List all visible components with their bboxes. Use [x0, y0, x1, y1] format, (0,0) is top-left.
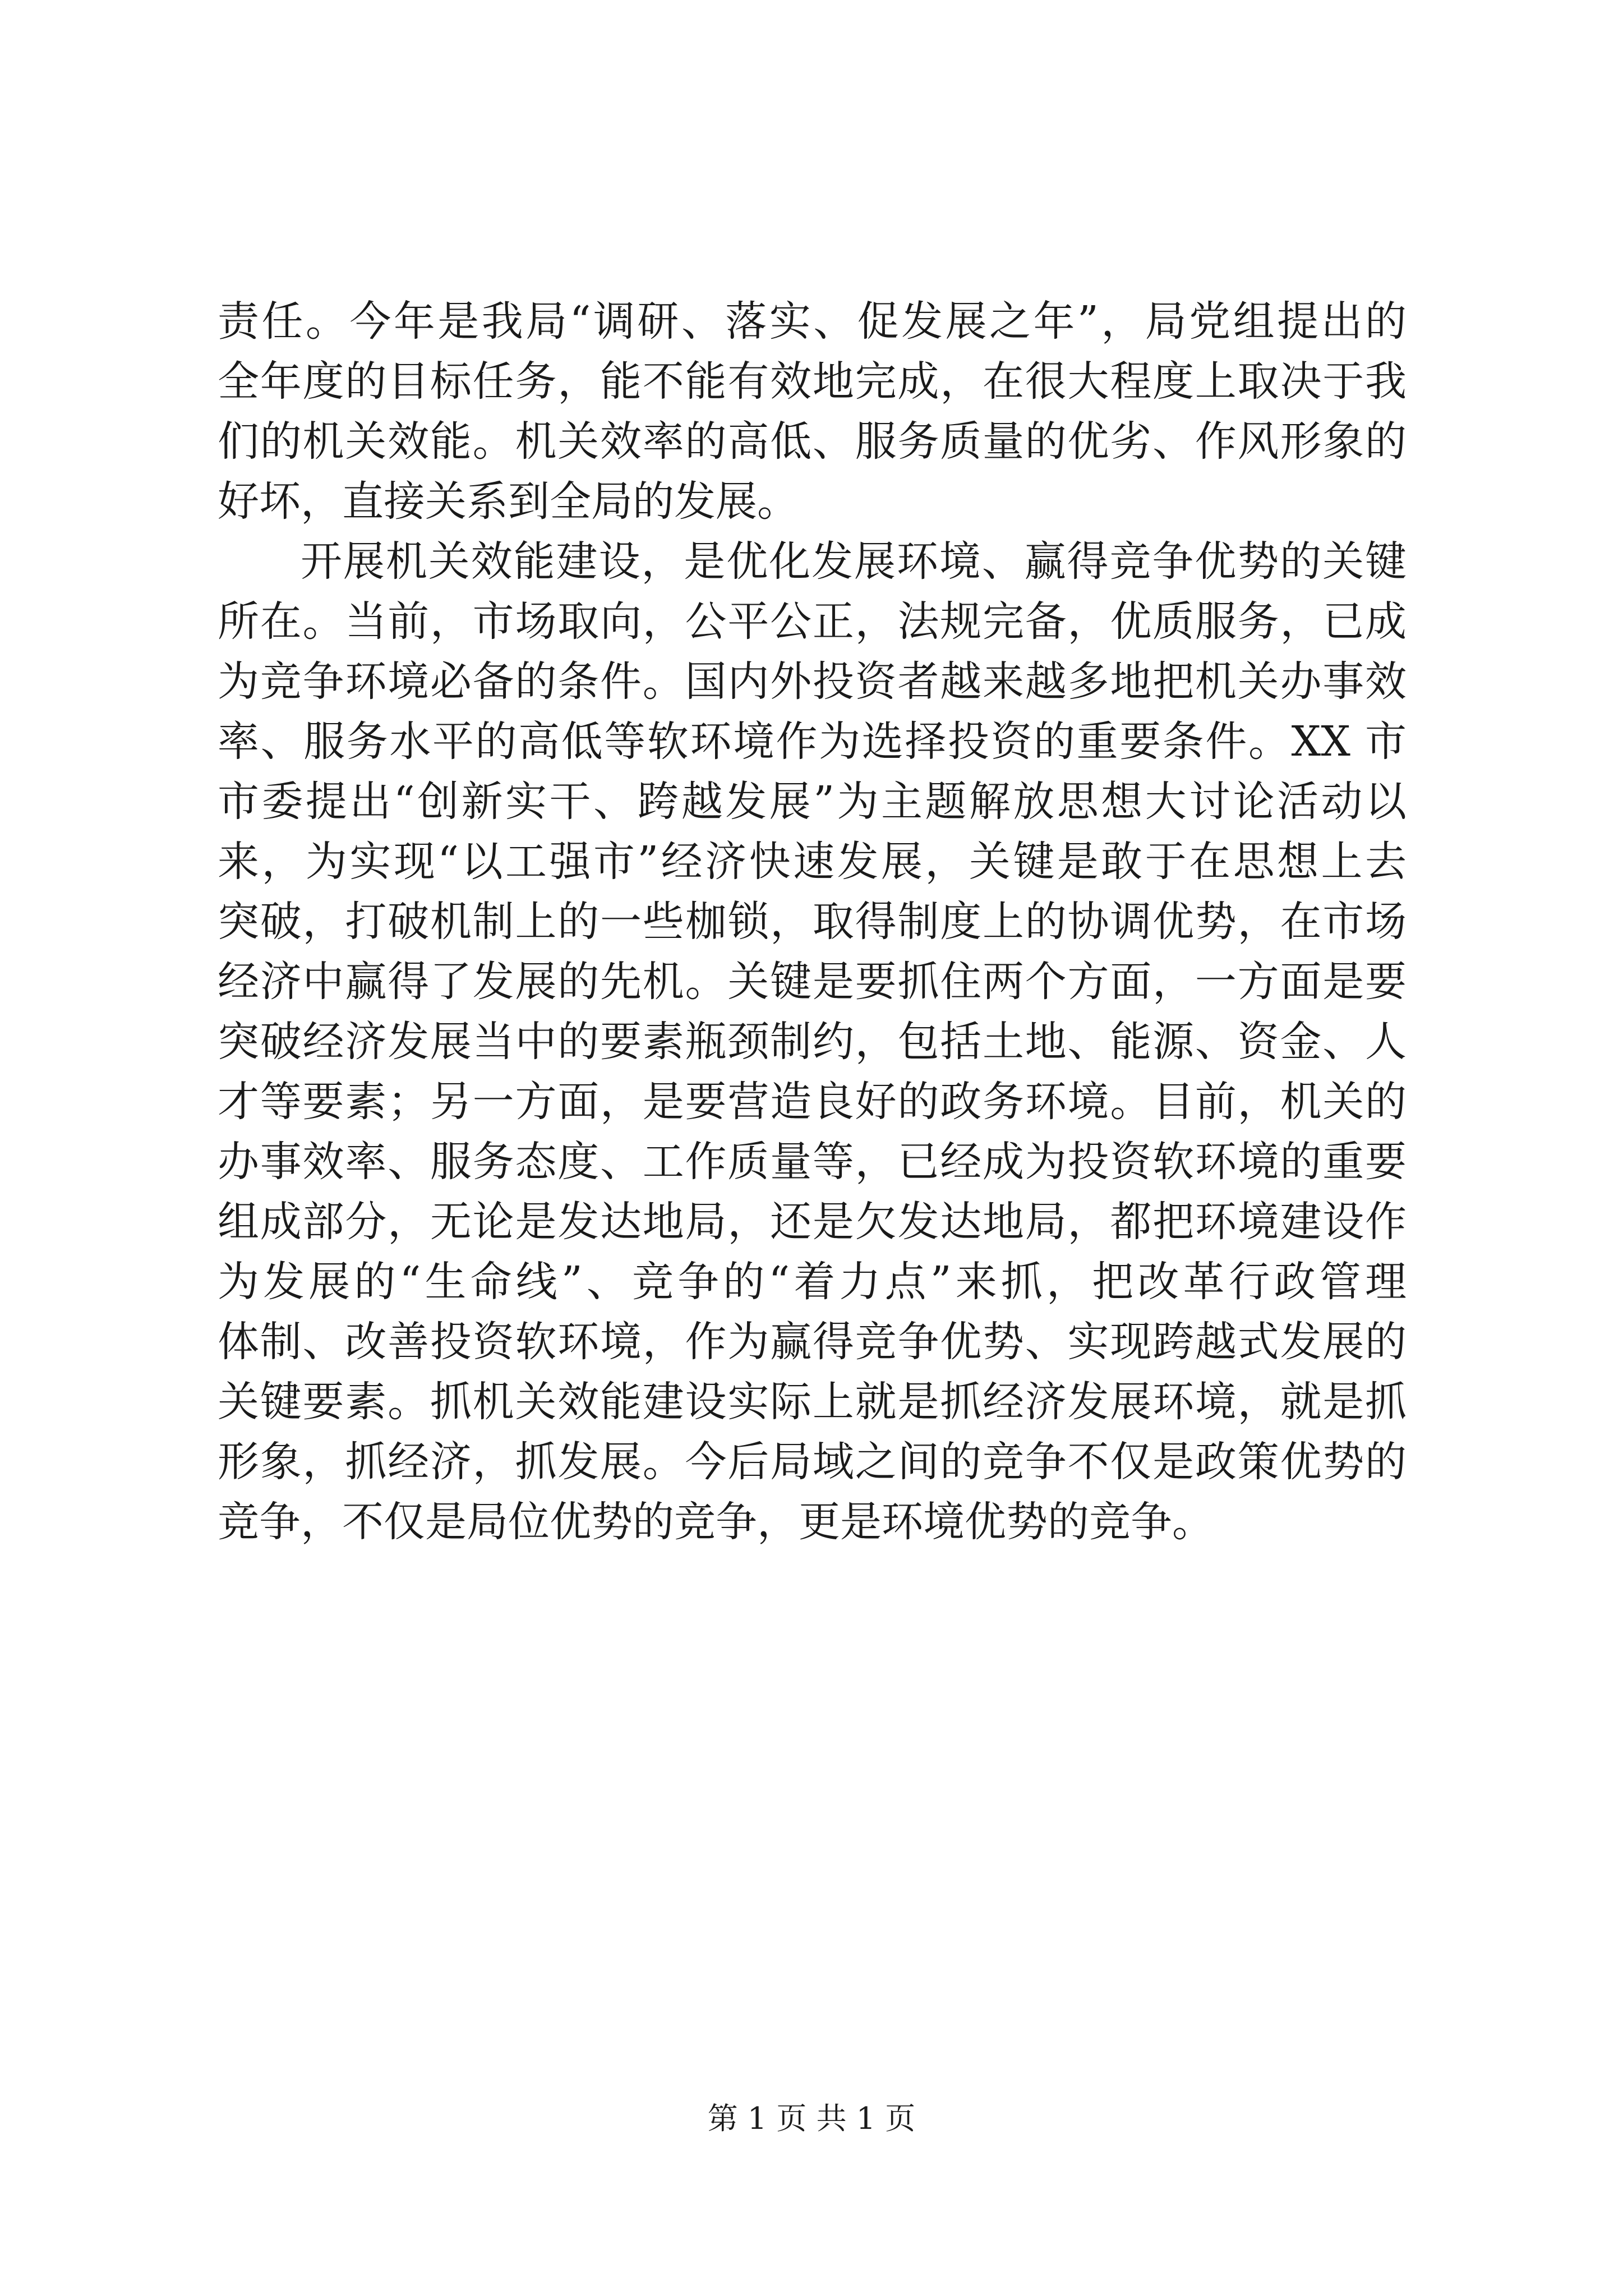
- text-line: 竞争，不仅是局位优势的竞争，更是环境优势的竞争。: [218, 1498, 1214, 1546]
- text-line: 关键要素。抓机关效能建设实际上就是抓经济发展环境，就是抓: [218, 1378, 1407, 1426]
- text-line: 为竞争环境必备的条件。国内外投资者越来越多地把机关办事效: [218, 657, 1407, 706]
- text-line: 开展机关效能建设，是优化发展环境、赢得竞争优势的关键: [301, 537, 1407, 586]
- paragraph-1: [218, 292, 1407, 532]
- text-line: 市委提出“创新实干、跨越发展”为主题解放思想大讨论活动以: [218, 777, 1407, 826]
- text-line: 体制、改善投资软环境，作为赢得竞争优势、实现跨越式发展的: [218, 1318, 1407, 1366]
- text-line: 们的机关效能。机关效率的高低、服务质量的优劣、作风形象的: [218, 417, 1407, 466]
- text-line: 形象，抓经济，抓发展。今后局域之间的竞争不仅是政策优势的: [218, 1438, 1407, 1486]
- text-line: 组成部分，无论是发达地局，还是欠发达地局，都把环境建设作: [218, 1198, 1407, 1246]
- text-line: 责任。今年是我局“调研、落实、促发展之年”，局党组提出的: [218, 297, 1407, 346]
- text-line: 办事效率、服务态度、工作质量等，已经成为投资软环境的重要: [218, 1138, 1407, 1186]
- text-line: 来，为实现“以工强市”经济快速发展，关键是敢于在思想上去: [218, 838, 1407, 886]
- text-line: 所在。当前，市场取向，公平公正，法规完备，优质服务，已成: [218, 597, 1407, 646]
- text-line: 经济中赢得了发展的先机。关键是要抓住两个方面，一方面是要: [218, 958, 1407, 1006]
- page-number-footer: 第 1 页 共 1 页: [707, 2101, 916, 2136]
- text-line: 全年度的目标任务，能不能有效地完成，在很大程度上取决于我: [218, 357, 1407, 406]
- document-body: [218, 292, 1407, 1552]
- text-line: 才等要素；另一方面，是要营造良好的政务环境。目前，机关的: [218, 1078, 1407, 1126]
- text-line: 突破，打破机制上的一些枷锁，取得制度上的协调优势，在市场: [218, 898, 1407, 946]
- text-line: 为发展的“生命线”、竞争的“着力点”来抓，把改革行政管理: [218, 1258, 1407, 1306]
- text-line: 突破经济发展当中的要素瓶颈制约，包括土地、能源、资金、人: [218, 1018, 1407, 1066]
- text-line: 率、服务水平的高低等软环境作为选择投资的重要条件。XX 市: [218, 717, 1407, 766]
- text-line: 好坏，直接关系到全局的发展。: [218, 477, 799, 526]
- paragraph-2: [218, 532, 1407, 1552]
